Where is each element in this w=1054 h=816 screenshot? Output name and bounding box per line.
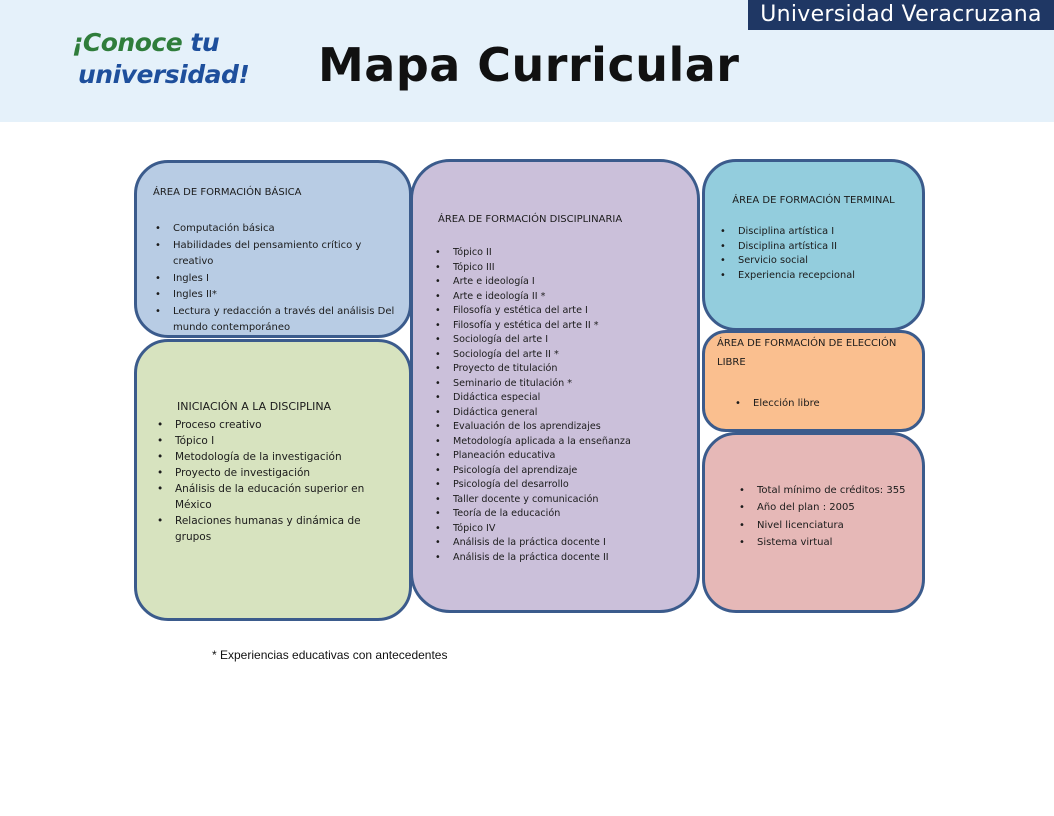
terminal-list bbox=[738, 225, 918, 283]
list-item: • Taller docente y comunicación bbox=[453, 493, 683, 508]
list-item: • Sociología del arte II * bbox=[453, 348, 683, 363]
list-item: • Metodología de la investigación bbox=[175, 449, 395, 465]
conoce-tu-universidad-logo bbox=[68, 28, 268, 98]
list-item: • Filosofía y estética del arte I bbox=[453, 304, 683, 319]
list-item: • Tópico IV bbox=[453, 522, 683, 537]
list-item: • Experiencia recepcional bbox=[738, 269, 918, 284]
basica-title: ÁREA DE FORMACIÓN BÁSICA bbox=[153, 187, 302, 198]
list-item: • Proyecto de investigación bbox=[175, 465, 395, 481]
disciplinar-title: ÁREA DE FORMACIÓN DISCIPLINARIA bbox=[438, 214, 623, 225]
list-item: • Análisis de la práctica docente II bbox=[453, 551, 683, 566]
list-item: • Didáctica general bbox=[453, 406, 683, 421]
area-formacion-terminal bbox=[702, 159, 925, 331]
list-item: • Ingles I bbox=[173, 271, 403, 288]
list-item: • Evaluación de los aprendizajes bbox=[453, 420, 683, 435]
list-item: • Tópico II bbox=[453, 246, 683, 261]
list-item: • Disciplina artística I bbox=[738, 225, 918, 240]
list-item: • Tópico I bbox=[175, 433, 395, 449]
list-item: • Elección libre bbox=[753, 398, 903, 409]
list-item: • Metodología aplicada a la enseñanza bbox=[453, 435, 683, 450]
iniciacion-list bbox=[175, 417, 395, 545]
list-item: • Sistema virtual bbox=[757, 534, 922, 551]
info-list bbox=[757, 482, 922, 551]
university-name-bar: Universidad Veracruzana bbox=[748, 0, 1054, 30]
terminal-title: ÁREA DE FORMACIÓN TERMINAL bbox=[732, 195, 895, 206]
list-item: • Ingles II* bbox=[173, 287, 403, 304]
list-item: • Disciplina artística II bbox=[738, 240, 918, 255]
list-item: • Arte e ideología II * bbox=[453, 290, 683, 305]
list-item: • Proceso creativo bbox=[175, 417, 395, 433]
list-item: • Análisis de la práctica docente I bbox=[453, 536, 683, 551]
logo-line2: universidad! bbox=[78, 60, 250, 89]
list-item: • Habilidades del pensamiento crítico y creativo bbox=[173, 238, 403, 271]
list-item: • Proyecto de titulación bbox=[453, 362, 683, 377]
libre-title: ÁREA DE FORMACIÓN DE ELECCIÓN LIBRE bbox=[717, 338, 897, 368]
list-item: • Computación básica bbox=[173, 221, 403, 238]
list-item: • Año del plan : 2005 bbox=[757, 499, 922, 516]
list-item: • Psicología del desarrollo bbox=[453, 478, 683, 493]
page-title: Mapa Curricular bbox=[318, 38, 740, 92]
area-formacion-eleccion-libre bbox=[702, 330, 925, 432]
list-item: • Psicología del aprendizaje bbox=[453, 464, 683, 479]
list-item: • Seminario de titulación * bbox=[453, 377, 683, 392]
list-item: • Tópico III bbox=[453, 261, 683, 276]
header-banner bbox=[0, 0, 1054, 122]
footnote: * Experiencias educativas con antecedentes bbox=[212, 648, 448, 662]
iniciacion-title: INICIACIÓN A LA DISCIPLINA bbox=[177, 400, 332, 413]
area-formacion-basica bbox=[134, 160, 412, 338]
disciplinar-list bbox=[453, 246, 683, 565]
list-item: • Sociología del arte I bbox=[453, 333, 683, 348]
list-item: • Nivel licenciatura bbox=[757, 517, 922, 534]
plan-info-box bbox=[702, 432, 925, 613]
iniciacion-disciplina bbox=[134, 339, 412, 621]
list-item: • Lectura y redacción a través del análisis Del mundo contemporáneo bbox=[173, 304, 403, 337]
list-item: • Análisis de la educación superior en México bbox=[175, 481, 395, 513]
list-item: • Didáctica especial bbox=[453, 391, 683, 406]
list-item: • Servicio social bbox=[738, 254, 918, 269]
basica-list bbox=[173, 221, 403, 337]
logo-line1: ¡Conoce tu bbox=[72, 28, 220, 57]
libre-list bbox=[753, 398, 903, 409]
list-item: • Teoría de la educación bbox=[453, 507, 683, 522]
area-formacion-disciplinaria bbox=[410, 159, 700, 613]
list-item: • Arte e ideología I bbox=[453, 275, 683, 290]
list-item: • Total mínimo de créditos: 355 bbox=[757, 482, 922, 499]
list-item: • Relaciones humanas y dinámica de grupos bbox=[175, 513, 395, 545]
list-item: • Filosofía y estética del arte II * bbox=[453, 319, 683, 334]
list-item: • Planeación educativa bbox=[453, 449, 683, 464]
